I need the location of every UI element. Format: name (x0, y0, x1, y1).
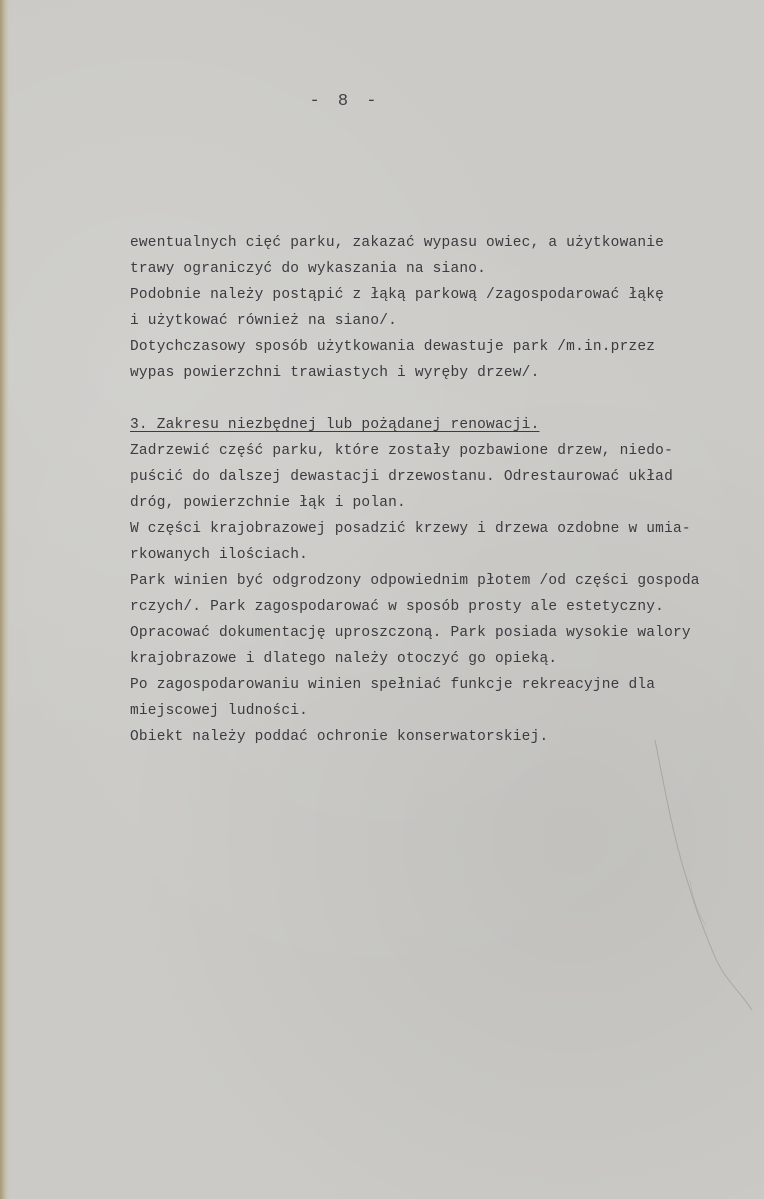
text-line: miejscowej ludności. (130, 703, 309, 719)
text-line: Park winien być odgrodzony odpowiednim płotem /od części gospoda (130, 573, 700, 589)
paper-left-edge (0, 0, 9, 1199)
text-line: W części krajobrazowej posadzić krzewy i drzewa ozdobne w umia- (130, 521, 691, 537)
text-line: rkowanych ilościach. (130, 547, 309, 563)
document-body (130, 230, 764, 750)
text-line: Po zagospodarowaniu winien spełniać funkcje rekreacyjne dla (130, 677, 656, 693)
page-number: - 8 - (309, 92, 381, 111)
text-line: wypas powierzchni trawiastych i wyręby drzew/. (130, 365, 540, 381)
text-line: trawy ograniczyć do wykaszania na siano. (130, 261, 487, 277)
text-line: dróg, powierzchnie łąk i polan. (130, 495, 406, 511)
section-heading: 3. Zakresu niezbędnej lub pożądanej renowacji. (130, 417, 540, 433)
text-line: Dotychczasowy sposób użytkowania dewastuje park /m.in.przez (130, 339, 656, 355)
text-line: puścić do dalszej dewastacji drzewostanu. Odrestaurować układ (130, 469, 673, 485)
text-line: Zadrzewić część parku, które zostały pozbawione drzew, niedo- (130, 443, 673, 459)
text-line: krajobrazowe i dlatego należy otoczyć go opieką. (130, 651, 558, 667)
text-line: rczych/. Park zagospodarować w sposób prosty ale estetyczny. (130, 599, 665, 615)
text-line: Podobnie należy postąpić z łąką parkową /zagospodarować łąkę (130, 287, 665, 303)
text-line: ewentualnych cięć parku, zakazać wypasu owiec, a użytkowanie (130, 235, 665, 251)
text-line: Obiekt należy poddać ochronie konserwatorskiej. (130, 729, 549, 745)
text-line: Opracować dokumentację uproszczoną. Park posiada wysokie walory (130, 625, 691, 641)
text-line: i użytkować również na siano/. (130, 313, 398, 329)
paragraph-gap (130, 386, 764, 412)
